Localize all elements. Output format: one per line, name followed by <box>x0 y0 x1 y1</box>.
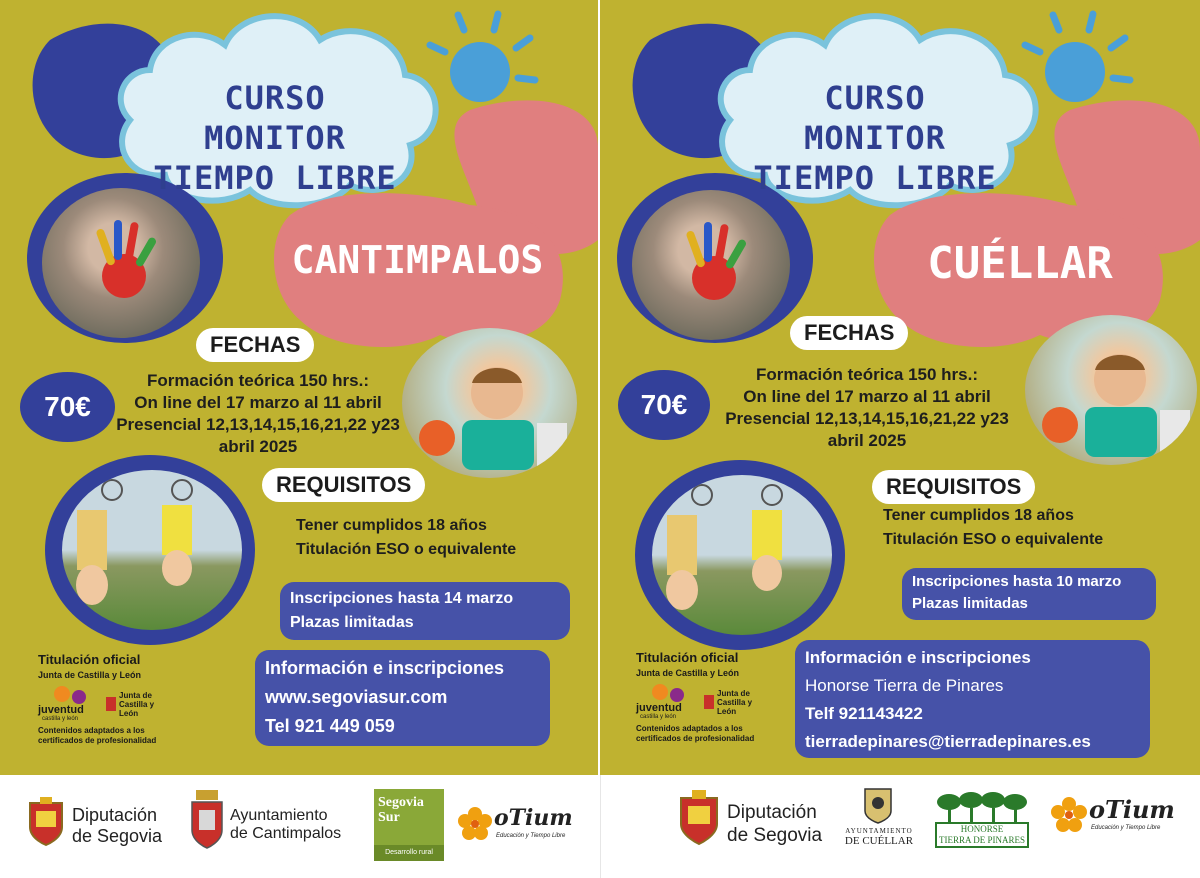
title-line-2: TIEMPO LIBRE <box>153 159 397 197</box>
photo-girl-painted-hand <box>42 188 200 338</box>
requirement-2: Titulación ESO o equivalente <box>883 531 1104 548</box>
requirement-1: Tener cumplidos 18 años <box>296 517 487 534</box>
junta-label: Junta de Castilla y León <box>38 670 142 680</box>
requisitos-label: REQUISITOS <box>872 470 1035 504</box>
pine-trees-icon <box>935 790 1029 824</box>
schedule-line-4: abril 2025 <box>827 431 907 450</box>
website-link[interactable]: www.segoviasur.com <box>265 687 448 707</box>
organizer-name: Honorse Tierra de Pinares <box>805 676 1004 695</box>
plazas-limitadas: Plazas limitadas <box>290 614 414 631</box>
inscripciones-box <box>902 568 1156 620</box>
segoviasur-logo <box>374 789 444 861</box>
titulacion-block <box>636 650 796 744</box>
diputacion-shield-icon <box>679 790 719 846</box>
titulacion-label: Titulación oficial <box>636 650 739 665</box>
info-heading: Información e inscripciones <box>265 658 505 678</box>
junta-logo-text: Junta de Castilla y León <box>717 688 753 716</box>
footer-sponsors-left <box>0 775 598 878</box>
footer-sponsors-right <box>600 775 1200 878</box>
honorse-logo <box>935 790 1029 850</box>
segoviasur-line-2: Sur <box>378 810 400 825</box>
otium-logo-subtitle: Educación y Tiempo Libre <box>496 833 566 839</box>
juventud-logo-sub: castilla y león <box>42 716 79 722</box>
price-badge: 70€ <box>618 370 710 440</box>
price-badge: 70€ <box>20 372 115 442</box>
photo-boy-drawing <box>402 328 577 478</box>
boy-illustration-icon <box>1025 315 1197 465</box>
junta-shield-icon <box>704 695 714 709</box>
photo-kids-rings <box>652 475 832 635</box>
town-name: CANTIMPALOS <box>291 238 544 282</box>
inscripciones-box <box>280 582 570 640</box>
course-title <box>750 78 1000 198</box>
titulacion-block <box>38 652 218 746</box>
juventud-logo-sub: castilla y león <box>640 714 677 720</box>
junta-shield-icon <box>106 697 116 711</box>
schedule-line-2: On line del 17 marzo al 11 abril <box>134 393 382 412</box>
ayuntamiento-line-1: Ayuntamiento <box>230 807 328 824</box>
course-title <box>150 78 400 198</box>
honorse-line-1: HONORSE <box>960 824 1004 834</box>
diputacion-logo-text <box>72 805 162 847</box>
diputacion-line-1: Diputación <box>72 805 158 825</box>
info-box <box>255 650 550 746</box>
juventud-logo <box>38 686 98 722</box>
boy-illustration-icon <box>402 328 577 478</box>
poster-cuellar <box>600 0 1200 775</box>
titulacion-label: Titulación oficial <box>38 652 141 667</box>
diputacion-logo-text <box>727 801 822 847</box>
email-link[interactable]: tierradepinares@tierradepinares.es <box>805 732 1091 751</box>
cuellar-line-2: DE CUÉLLAR <box>844 835 914 847</box>
requirements-list <box>296 514 516 562</box>
otium-logo-subtitle: Educación y Tiempo Libre <box>1091 825 1161 831</box>
title-line-1: CURSO MONITOR <box>804 79 946 157</box>
honorse-line-2: TIERRA DE PINARES <box>938 835 1025 845</box>
requirement-1: Tener cumplidos 18 años <box>883 507 1074 524</box>
photo-girl-painted-hand <box>632 190 790 340</box>
schedule-line-4: abril 2025 <box>218 437 298 456</box>
junta-label: Junta de Castilla y León <box>636 668 740 678</box>
schedule-line-3: Presencial 12,13,14,15,16,21,22 y23 <box>116 415 400 434</box>
photo-boy-drawing <box>1025 315 1197 465</box>
schedule-line-1: Formación teórica 150 hrs.: <box>755 365 979 384</box>
juventud-logo-text: juventud <box>38 704 84 716</box>
schedule-text <box>108 370 408 458</box>
requirement-2: Titulación ESO o equivalente <box>296 541 517 558</box>
schedule-line-1: Formación teórica 150 hrs.: <box>146 371 370 390</box>
contenidos-text: Contenidos adaptados a los certificados de profesionalidad <box>636 724 755 743</box>
requirements-list <box>883 504 1103 552</box>
painted-hand-icon <box>632 190 790 340</box>
town-name: CUÉLLAR <box>927 238 1113 289</box>
diputacion-line-1: Diputación <box>727 802 817 823</box>
cuellar-line-1: AYUNTAMIENTO <box>845 827 913 835</box>
schedule-line-3: Presencial 12,13,14,15,16,21,22 y23 <box>725 409 1009 428</box>
ayuntamiento-logo-text <box>230 807 341 843</box>
poster-cantimpalos <box>0 0 598 775</box>
official-logos <box>38 686 218 722</box>
segoviasur-line-1: Segovia <box>378 795 424 810</box>
segoviasur-line-3: Desarrollo rural <box>374 845 444 861</box>
official-logos <box>636 684 796 720</box>
kids-illustration-icon <box>652 475 832 635</box>
plazas-limitadas: Plazas limitadas <box>912 595 1028 612</box>
junta-logo-text: Junta de Castilla y León <box>119 690 155 718</box>
sun-shape <box>450 42 510 102</box>
juventud-logo-text: juventud <box>636 702 682 714</box>
junta-logo <box>704 689 767 716</box>
fechas-label: FECHAS <box>790 316 908 350</box>
schedule-text <box>712 364 1022 452</box>
phone-number[interactable]: Tel 921 449 059 <box>265 716 395 736</box>
cuellar-logo-text <box>841 827 917 847</box>
honorse-logo-text <box>935 822 1029 848</box>
phone-number[interactable]: Telf 921143422 <box>805 704 923 723</box>
juventud-logo <box>636 684 696 720</box>
schedule-line-2: On line del 17 marzo al 11 abril <box>743 387 991 406</box>
requisitos-label: REQUISITOS <box>262 468 425 502</box>
info-box <box>795 640 1150 758</box>
diputacion-line-2: de Segovia <box>727 825 823 846</box>
kids-illustration-icon <box>62 470 242 630</box>
ayuntamiento-line-2: de Cantimpalos <box>230 825 342 842</box>
otium-flower-icon <box>458 807 492 841</box>
sun-shape <box>1045 42 1105 102</box>
inscripciones-deadline: Inscripciones hasta 10 marzo <box>912 573 1122 590</box>
title-line-2: TIEMPO LIBRE <box>753 159 997 197</box>
junta-logo <box>106 691 169 718</box>
title-line-1: CURSO MONITOR <box>204 79 346 157</box>
cantimpalos-crest-icon <box>190 790 224 850</box>
cuellar-crest-icon <box>863 785 893 825</box>
info-heading: Información e inscripciones <box>805 648 1031 667</box>
inscripciones-deadline: Inscripciones hasta 14 marzo <box>290 590 514 607</box>
photo-kids-rings <box>62 470 242 630</box>
otium-flower-icon <box>1051 797 1087 833</box>
otium-logo-text: oTium <box>494 805 573 831</box>
diputacion-line-2: de Segovia <box>72 826 163 846</box>
otium-logo-text: oTium <box>1089 795 1175 824</box>
contenidos-text: Contenidos adaptados a los certificados de profesionalidad <box>38 726 157 745</box>
fechas-label: FECHAS <box>196 328 314 362</box>
diputacion-shield-icon <box>28 797 64 847</box>
painted-hand-icon <box>42 188 200 338</box>
